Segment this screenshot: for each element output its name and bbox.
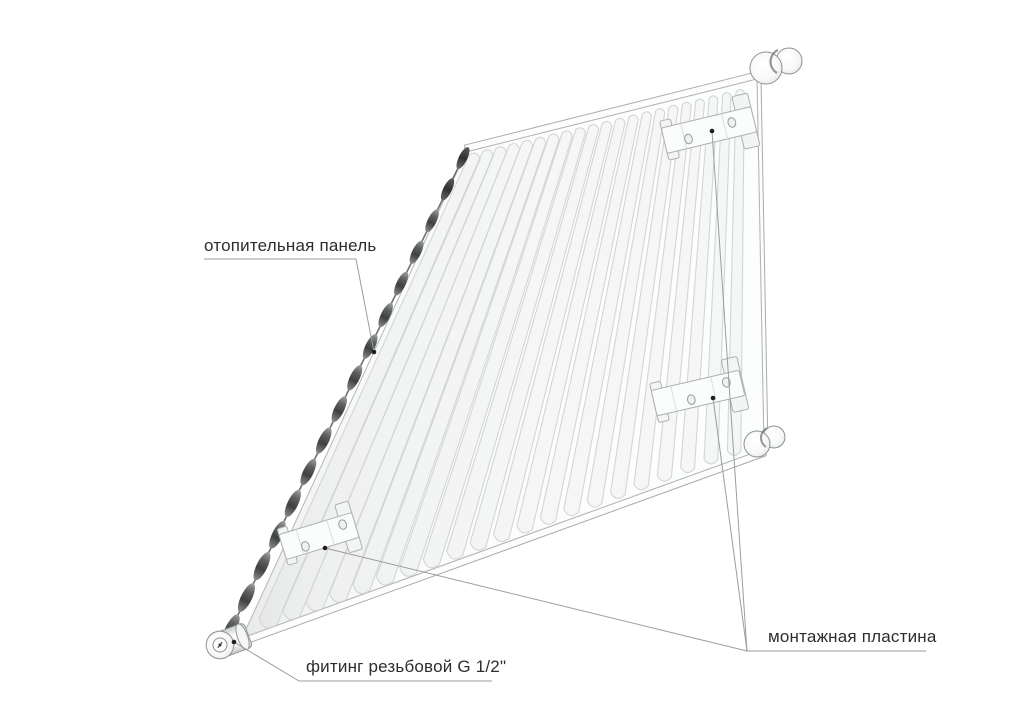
leader-heating-panel (204, 259, 374, 352)
label-heating-panel: отопительная панель (204, 236, 377, 255)
label-mounting-plate: монтажная пластина (768, 627, 937, 646)
fitting-top-right (750, 48, 802, 84)
label-threaded-fitting: фитинг резьбовой G 1/2" (306, 657, 507, 676)
leader-plate-bottom (325, 548, 747, 651)
fitting-bottom-left (202, 622, 253, 663)
